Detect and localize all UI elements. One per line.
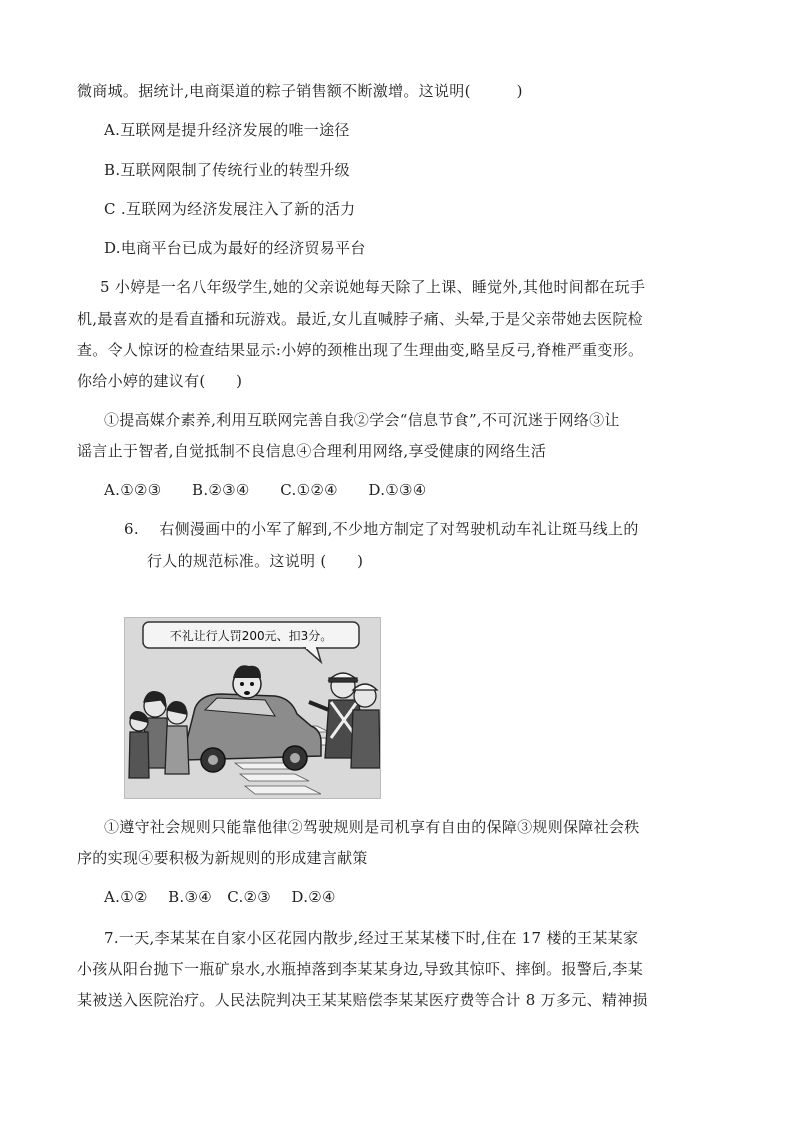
q5-stem-line-1: 5 小婷是一名八年级学生,她的父亲说她每天除了上课、睡觉外,其他时间都在玩手 xyxy=(100,278,646,296)
q5-stem-line-4: 你给小婷的建议有( ) xyxy=(77,372,243,390)
q6-choices: A.①② B.③④ C.②③ D.②④ xyxy=(104,888,336,906)
q5-stem-line-3: 查。令人惊讶的检查结果显示:小婷的颈椎出现了生理曲变,略呈反弓,脊椎严重变形。 xyxy=(77,341,644,359)
pedestrians xyxy=(129,692,189,778)
q4-option-d: D.电商平台已成为最好的经济贸易平台 xyxy=(104,239,366,257)
q5-choices: A.①②③ B.②③④ C.①②④ D.①③④ xyxy=(104,481,427,499)
q5-stem-line-2: 机,最喜欢的是看直播和玩游戏。最近,女儿直喊脖子痛、头晕,于是父亲带她去医院检 xyxy=(77,310,644,328)
speech-bubble-text: 不礼让行人罚200元、扣3分。 xyxy=(169,629,333,643)
q6-statements-line-1: ①遵守社会规则只能靠他律②驾驶规则是司机享有自由的保障③规则保障社会秩 xyxy=(104,818,640,836)
cartoon-drawing xyxy=(125,618,380,798)
q5-statements-line-2: 谣言止于智者,自觉抵制不良信息④合理利用网络,享受健康的网络生活 xyxy=(77,442,547,460)
q7-stem-line-1: 7.一天,李某某在自家小区花园内散步,经过王某某楼下时,住在 17 楼的王某某家 xyxy=(104,929,639,947)
traffic-cartoon-image xyxy=(124,617,381,799)
q6-statements-line-2: 序的实现④要积极为新规则的形成建言献策 xyxy=(77,849,368,867)
q4-option-c: C .互联网为经济发展注入了新的活力 xyxy=(104,200,356,218)
speech-bubble-tail xyxy=(305,648,321,662)
q7-stem-line-3: 某被送入医院治疗。人民法院判决王某某赔偿李某某医疗费等合计 8 万多元、精神损 xyxy=(77,991,648,1009)
q6-stem-line-1: 6. 右侧漫画中的小军了解到,不少地方制定了对驾驶机动车礼让斑马线上的 xyxy=(124,520,639,538)
q4-stem-tail: 微商城。据统计,电商渠道的粽子销售额不断激增。这说明( ) xyxy=(77,82,523,100)
q7-stem-line-2: 小孩从阳台抛下一瓶矿泉水,水瓶掉落到李某某身边,导致其惊吓、摔倒。报警后,李某 xyxy=(77,960,644,978)
q6-stem-line-2: 行人的规范标准。这说明 ( ) xyxy=(147,552,364,570)
q4-option-b: B.互联网限制了传统行业的转型升级 xyxy=(104,161,350,179)
q5-statements-line-1: ①提高媒介素养,利用互联网完善自我②学会“信息节食”,不可沉迷于网络③让 xyxy=(104,411,620,429)
q4-option-a: A.互联网是提升经济发展的唯一途径 xyxy=(104,121,350,139)
